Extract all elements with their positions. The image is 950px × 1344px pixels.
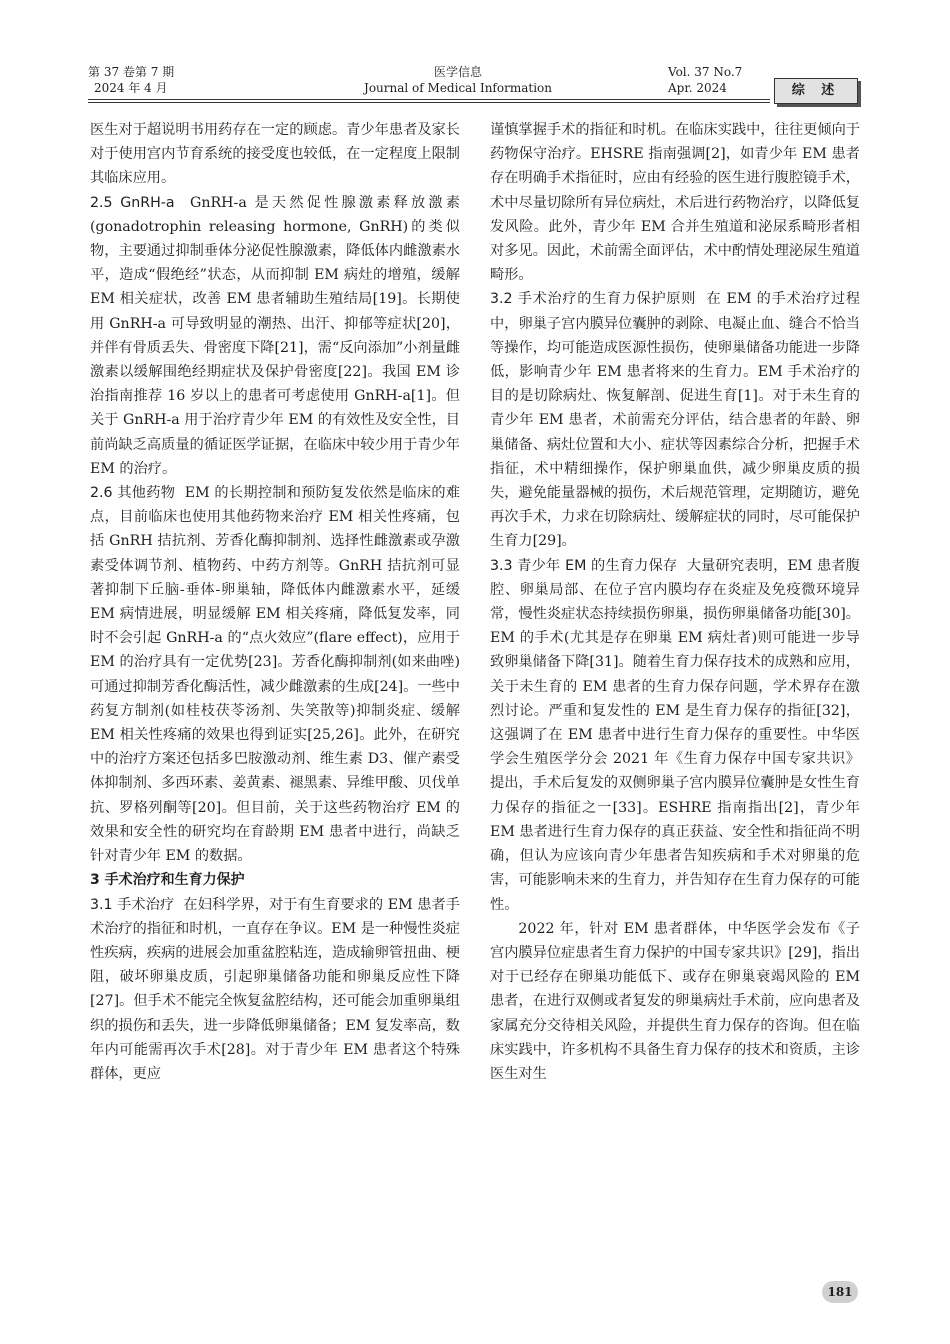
section-3-1 <box>90 893 460 1087</box>
date-cn: 2024 年 4 月 <box>94 81 168 95</box>
heading-3: 3 手术治疗和生育力保护 <box>90 872 245 889</box>
section-heading: 3.2 手术治疗的生育力保护原则 <box>490 291 697 308</box>
journal-title-en: Journal of Medical Information <box>364 81 552 95</box>
section-body: 在妇科学界，对于有生育要求的 EM 患者手术治疗的指征和时机，一直存在争议。EM 是一种慢性炎症性疾病，疾病的进展会加重盆腔粘连，造成输卵管扭曲、梗阻，破坏卵巢皮质，引起卵巢储备功能和卵巢反应性下降[27]。但手术不能完全恢复盆腔结构，还可能会加重卵巢组织的损伤和丢失，进一步降低卵巢储备；EM 复发率高，数年内可能需再次手术[28]。对于青少年 EM 患者这个特殊群体，更应 <box>90 896 460 1082</box>
paragraph: 2022 年，针对 EM 患者群体，中华医学会发布《子宫内膜异位症患者生育力保护的中国专家共识》[29]，指出对于已经存在卵巢功能低下、或存在卵巢衰竭风险的 EM 患者，在进行双侧或者复发的卵巢病灶手术前，应向患者及家属充分交待相关风险，并提供生育力保存的咨询。但在临床实践中，许多机构不具备生育力保存的技术和资质，主诊医生对生 <box>490 920 860 1082</box>
header-right <box>668 64 742 96</box>
page-number: 181 <box>822 1281 858 1303</box>
page-header <box>88 64 870 104</box>
section-heading: 2.5 GnRH-a <box>90 194 175 211</box>
section-heading: 3.3 青少年 EM 的生育力保存 <box>490 557 678 574</box>
section-heading: 2.6 其他药物 <box>90 485 176 502</box>
right-column <box>490 118 860 1086</box>
paragraph: 医生对于超说明书用药存在一定的顾虑。青少年患者及家长对于使用宫内节育系统的接受度也较低，在一定程度上限制其临床应用。 <box>90 122 460 187</box>
volume-cn: 第 37 卷第 7 期 <box>88 65 175 79</box>
section-body: 大量研究表明，EM 患者腹腔、卵巢局部、在位子宫内膜均存在炎症及免疫微环境异常，慢性炎症状态持续损伤卵巢，损伤卵巢储备功能[30]。EM 的手术(尤其是存在卵巢 EM 病灶者)则可能进一步导致卵巢储备下降[31]。随着生育力保存技术的成熟和应用，关于未生育的 EM 患者的生育力保存问题，学术界存在激烈讨论。严重和复发性的 EM 是生育力保存的指征[32]，这强调了在 EM 患者中进行生育力保存的重要性。中华医学会生殖医学分会 2021 年《生育力保存中国专家共识》提出，手术后复发的双侧卵巢子宫内膜异位囊肿是女性生育力保存的指征之一[33]。ESHRE 指南指出[2]，青少年 EM 患者进行生育力保存的真正获益、安全性和指征尚不明确，但认为应该向青少年患者告知疾病和手术对卵巢的危害，可能影响未来的生育力，并告知存在生育力保存的可能性。 <box>490 557 860 913</box>
section-2-5 <box>90 191 460 481</box>
section-tag: 综 述 <box>774 78 858 104</box>
left-column <box>90 118 460 1086</box>
date-en: Apr. 2024 <box>668 81 727 95</box>
journal-title-cn: 医学信息 <box>433 65 482 79</box>
section-body: GnRH-a 是天然促性腺激素释放激素(gonadotrophin releasing hormone, GnRH)的类似物，主要通过抑制垂体分泌促性腺激素，降低体内雌激素水平，造成“假绝经”状态，从而抑制 EM 病灶的增殖，缓解 EM 相关症状，改善 EM 患者辅助生殖结局[19]。长期使用 GnRH-a 可导致明显的潮热、出汗、抑郁等症状[20]，并伴有骨质丢失、骨密度下降[21]，需“反向添加”小剂量雌激素以缓解围绝经期症状及保护骨密度[22]。我国 EM 诊治指南推荐 16 岁以上的患者可考虑使用 GnRH-a[1]。但关于 GnRH-a 用于治疗青少年 EM 的有效性及安全性，目前尚缺乏高质量的循证医学证据，在临床中较少用于青少年 EM 的治疗。 <box>90 194 460 477</box>
header-left <box>88 64 174 96</box>
header-center <box>308 64 608 96</box>
section-body: 在 EM 的手术治疗过程中，卵巢子宫内膜异位囊肿的剥除、电凝止血、缝合不恰当等操作，均可能造成医源性损伤，使卵巢储备功能进一步降低，影响青少年 EM 患者将来的生育力。EM 手术治疗的目的是切除病灶、恢复解剖、促进生育[1]。对于未生育的青少年 EM 患者，术前需充分评估，结合患者的年龄、卵巢储备、病灶位置和大小、症状等因素综合分析，把握手术指征，术中精细操作，保护卵巢血供，减少卵巢皮质的损失，避免能量器械的损伤，术后规范管理，定期随访，避免再次手术，力求在切除病灶、缓解症状的同时，尽可能保护生育力[29]。 <box>490 291 860 550</box>
section-3-2 <box>490 287 860 553</box>
section-2-6 <box>90 481 460 868</box>
header-rule-double <box>88 102 770 103</box>
header-rule <box>88 99 770 100</box>
section-3-3 <box>490 554 860 917</box>
paragraph: 谨慎掌握手术的指征和时机。在临床实践中，往往更倾向于药物保守治疗。EHSRE 指南强调[2]，如青少年 EM 患者存在明确手术指征时，应由有经验的医生进行腹腔镜手术，术中尽量切除所有异位病灶，术后进行药物治疗，以降低复发风险。此外，青少年 EM 合并生殖道和泌尿系畸形者相对多见。因此，术前需全面评估，术中酌情处理泌尿生殖道畸形。 <box>490 122 860 284</box>
section-heading: 3.1 手术治疗 <box>90 896 175 913</box>
volume-en: Vol. 37 No.7 <box>668 65 743 79</box>
section-body: EM 的长期控制和预防复发依然是临床的难点，目前临床也使用其他药物来治疗 EM 相关性疼痛，包括 GnRH 拮抗剂、芳香化酶抑制剂、选择性雌激素或孕激素受体调节剂、植物药、中药方剂等。GnRH 拮抗剂可显著抑制下丘脑-垂体-卵巢轴，降低体内雌激素水平，延缓 EM 病情进展，明显缓解 EM 相关疼痛，降低复发率，同时不会引起 GnRH-a 的“点火效应”(flare effect)，应用于 EM 的治疗具有一定优势[23]。芳香化酶抑制剂(如来曲唑)可通过抑制芳香化酶活性，减少雌激素的生成[24]。一些中药复方制剂(如桂枝茯苓汤剂、失笑散等)抑制炎症、缓解 EM 相关性疼痛的效果也得到证实[25,26]。此外，在研究中的治疗方案还包括多巴胺激动剂、维生素 D3、催产素受体抑制剂、多西环素、姜黄素、褪黑素、异维甲酸、贝伐单抗、罗格列酮等[20]。但目前，关于这些药物治疗 EM 的效果和安全性的研究均在育龄期 EM 患者中进行，尚缺乏针对青少年 EM 的数据。 <box>90 485 460 865</box>
